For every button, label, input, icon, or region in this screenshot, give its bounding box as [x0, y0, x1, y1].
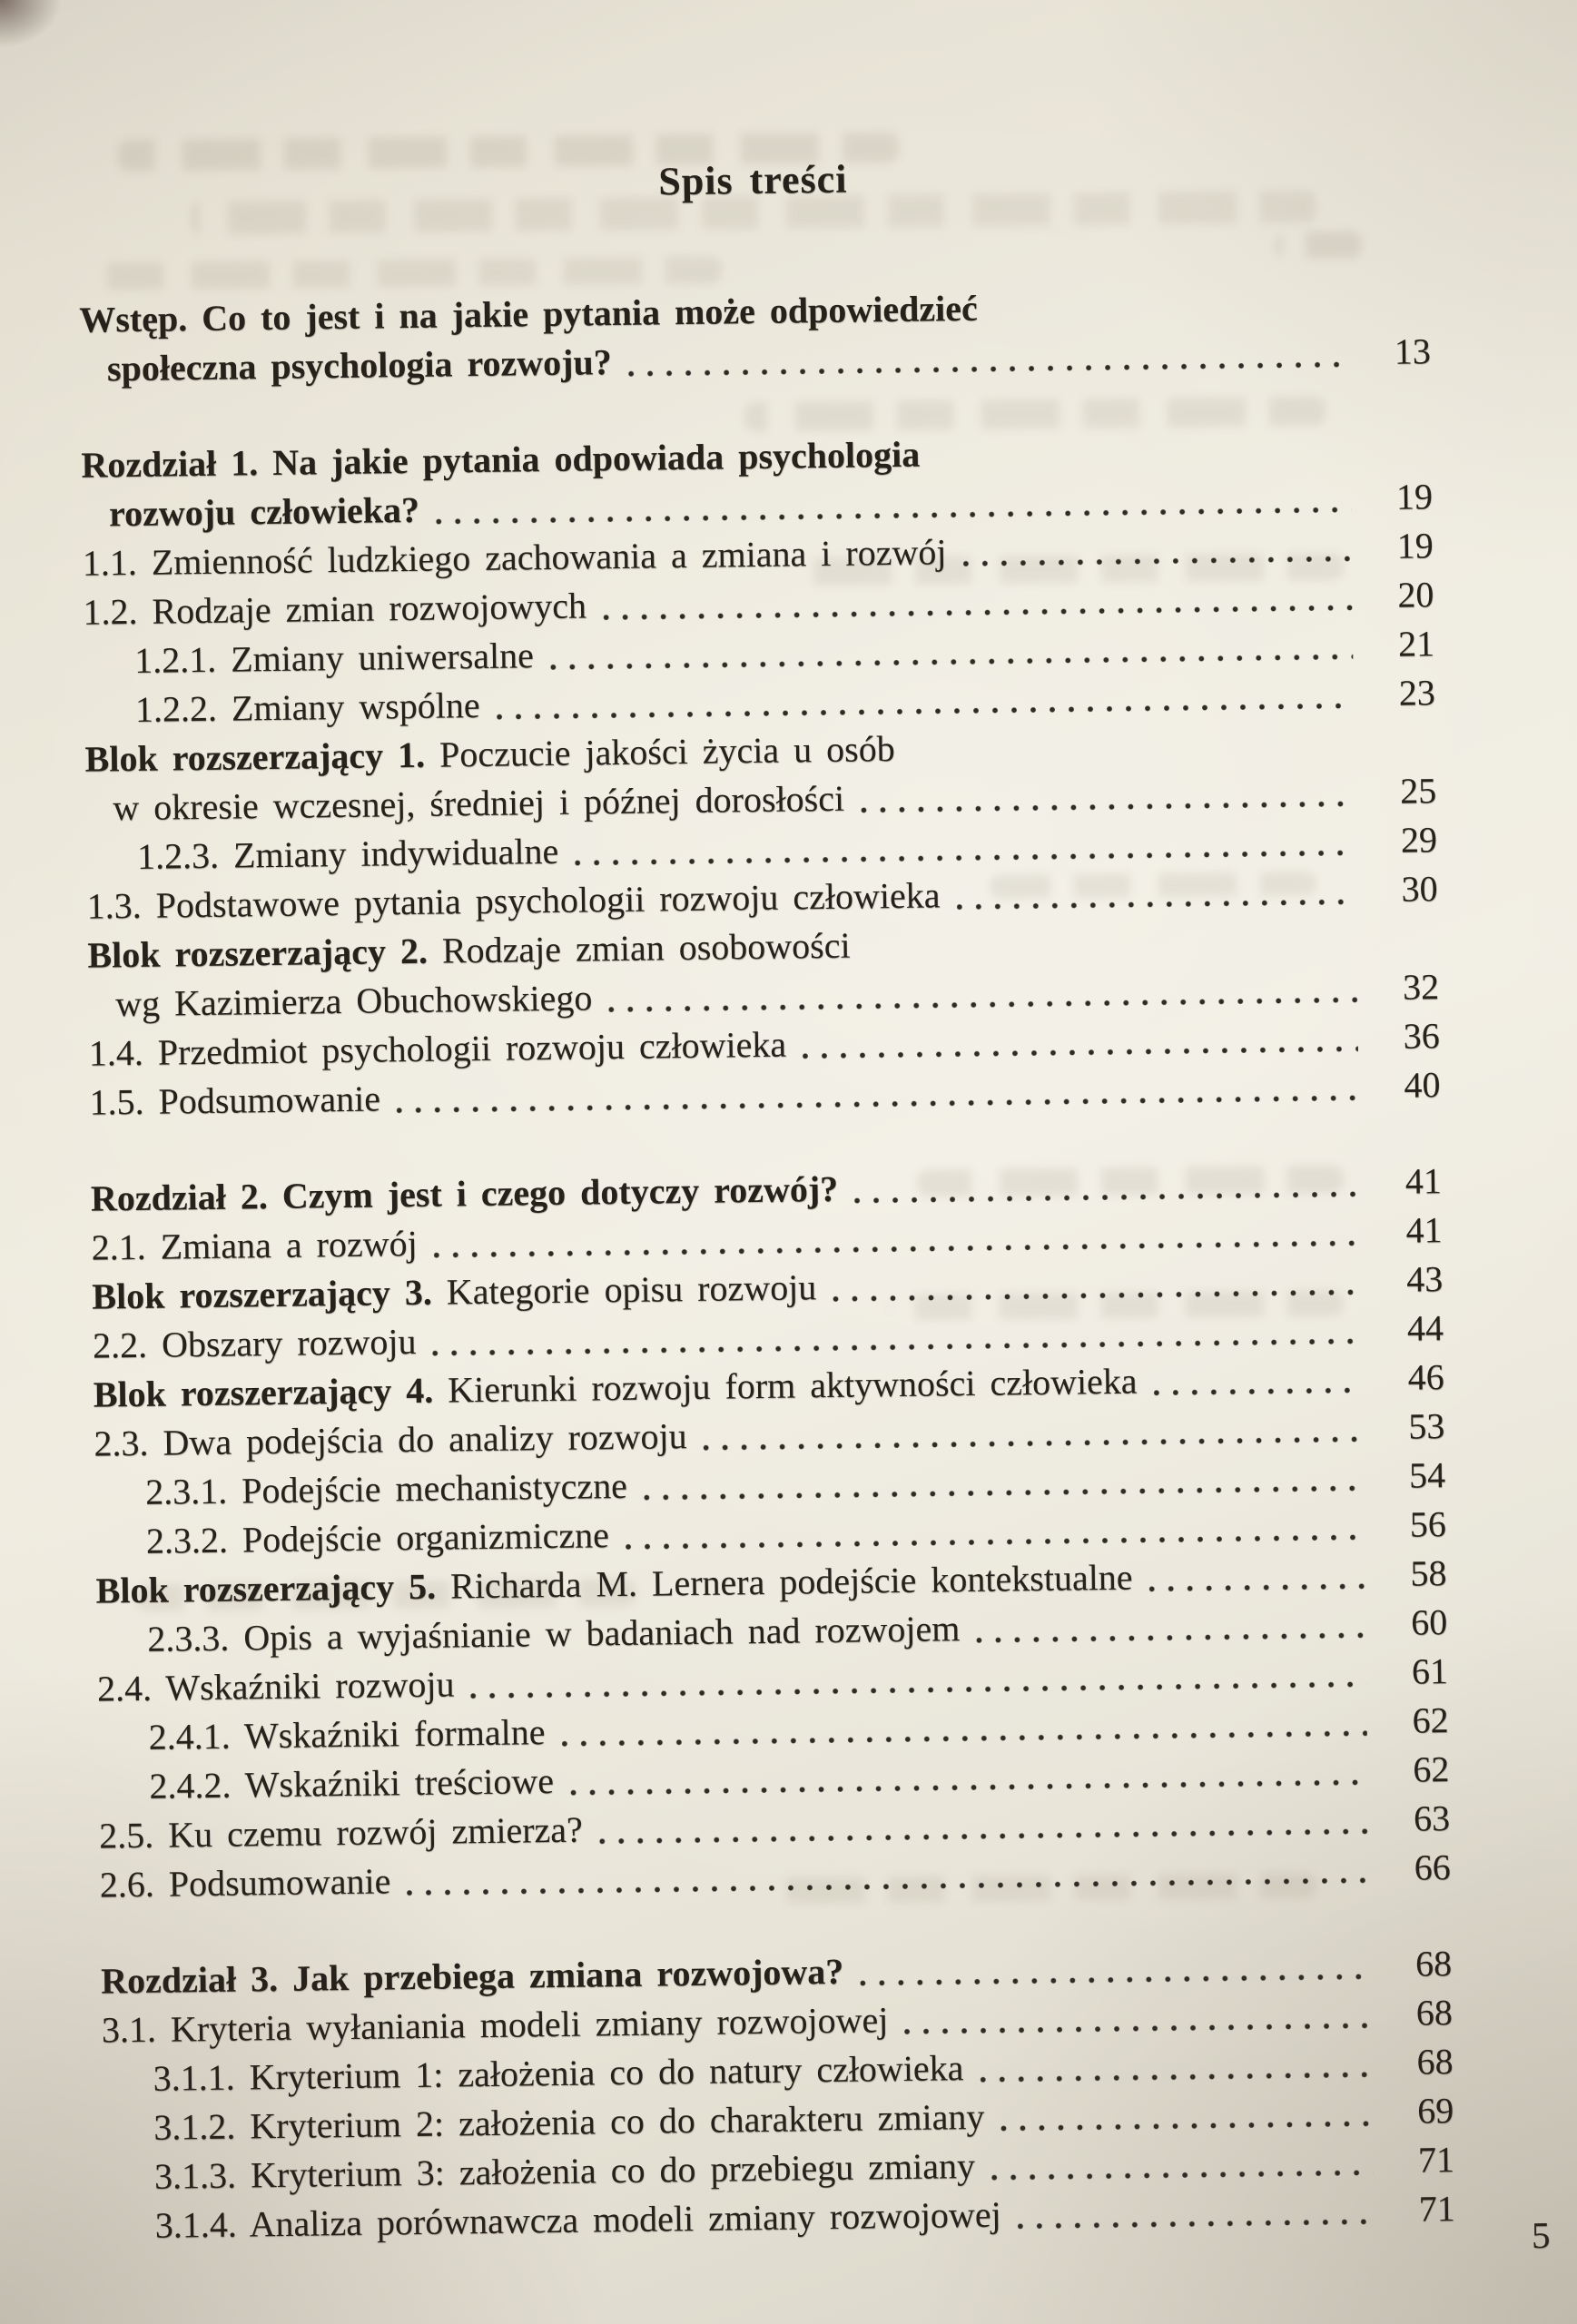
entry-text: 2.3. Dwa podejścia do analizy rozwoju [94, 1415, 687, 1464]
page-number: 19 [1395, 476, 1434, 517]
entry-text: 2.2. Obszary rozwoju [92, 1320, 417, 1366]
entry-text: Blok rozszerzający 3. Kategorie opisu rozwoju [92, 1266, 817, 1317]
page-number: 21 [1397, 623, 1435, 665]
page-number: 68 [1416, 2041, 1454, 2083]
page-number: 40 [1404, 1064, 1441, 1106]
page-number: 25 [1399, 770, 1437, 812]
entry-text: Rozdział 1. Na jakie pytania odpowiada psychologia [81, 433, 921, 486]
entry-text: Rozdział 3. Jak przebiega zmiana rozwojowa? [100, 1950, 844, 2002]
entry-text: Rozdział 2. Czym jest i czego dotyczy rozwój? [90, 1167, 839, 1219]
entry-text: 1.2.1. Zmiany uniwersalne [133, 635, 535, 681]
toc-entry [79, 278, 1431, 393]
dot-leader [407, 1875, 1369, 1898]
dot-leader [833, 1286, 1361, 1305]
entry-text: 2.3.3. Opis a wyjaśnianie w badaniach nad rozwojem [147, 1608, 961, 1659]
page-number: 68 [1415, 1992, 1454, 2034]
dot-leader [1154, 1384, 1363, 1398]
entry-text: 2.4.1. Wskaźniki formalne [148, 1711, 546, 1758]
entry-text: Blok rozszerzający 5. Richarda M. Lernera podejście kontekstualne [95, 1556, 1133, 1611]
dot-leader [803, 1043, 1358, 1061]
page-number: 63 [1413, 1797, 1451, 1839]
dot-leader [628, 359, 1349, 379]
entry-text: 3.1.1. Kryterium 1: założenia co do natury człowieka [153, 2047, 964, 2099]
dot-leader [599, 1826, 1368, 1846]
entry-text: 1.2. Rodzaje zmian rozwojowych [83, 585, 587, 633]
dot-leader [861, 798, 1355, 815]
entry-text: w okresie wczesnej, średniej i późnej dorosłości [113, 777, 845, 829]
entry-text: 2.4. Wskaźniki rozwoju [96, 1663, 455, 1709]
page-number: 69 [1416, 2090, 1454, 2132]
entry-text: społeczna psychologia rozwoju? [106, 341, 612, 389]
entry-text: 2.4.2. Wskaźniki treściowe [149, 1760, 555, 1807]
page-number: 43 [1405, 1258, 1444, 1300]
entry-text: 1.5. Podsumowanie [89, 1078, 381, 1123]
toc-entry [81, 423, 1433, 538]
dot-leader [980, 2069, 1371, 2085]
dot-leader [854, 1188, 1360, 1206]
page-number: 30 [1401, 868, 1438, 910]
page-number: 19 [1396, 525, 1434, 566]
dot-leader [1018, 2216, 1374, 2231]
entry-text: 1.3. Podstawowe pytania psychologii rozwoju człowieka [86, 874, 941, 927]
entry-text: 3.1. Kryteria wyłaniania modeli zmiany rozwojowej [101, 1999, 889, 2051]
page-number: 32 [1402, 966, 1440, 1008]
page-number: 62 [1413, 1748, 1450, 1790]
table-of-contents [77, 147, 1455, 2250]
dot-leader [1149, 1581, 1365, 1594]
page-number: 71 [1418, 2188, 1455, 2230]
entry-text: 1.4. Przedmiot psychologii rozwoju człowieka [88, 1023, 787, 1074]
dot-leader [497, 700, 1354, 722]
page-title: Spis treści [657, 156, 848, 204]
page-number: 60 [1410, 1601, 1448, 1643]
entry-text: Blok rozszerzający 4. Kierunki rozwoju form aktywności człowieka [93, 1360, 1138, 1415]
page-number: 41 [1405, 1209, 1443, 1251]
entry-text: 1.2.2. Zmiany wspólne [134, 684, 480, 730]
page-number: 61 [1411, 1650, 1449, 1692]
entry-text: 2.6. Podsumowanie [99, 1860, 391, 1905]
entry-text: 3.1.3. Kryterium 3: założenia co do przebiegu zmiany [153, 2144, 976, 2197]
toc-entry [87, 913, 1439, 1029]
dot-leader [608, 994, 1357, 1015]
dot-leader [626, 1531, 1365, 1552]
entry-text: 1.2.3. Zmiany indywidualne [136, 830, 559, 877]
page-number: 20 [1397, 574, 1434, 615]
dot-leader [570, 1777, 1367, 1797]
dot-leader [644, 1482, 1364, 1502]
entry-text: 2.3.2. Podejście organizmiczne [145, 1514, 610, 1561]
dot-leader [1000, 2118, 1372, 2133]
page-number: 23 [1398, 672, 1436, 714]
dot-leader [562, 1728, 1367, 1749]
dot-leader [976, 1630, 1365, 1646]
entry-text: 2.1. Zmiana a rozwój [91, 1222, 418, 1268]
entry-text: rozwoju człowieka? [108, 488, 420, 535]
dot-leader [957, 896, 1356, 912]
entry-text: Blok rozszerzający 2. Rodzaje zmian osobowości [87, 924, 851, 976]
entry-text: Wstęp. Co to jest i na jakie pytania może odpowiedzieć [79, 287, 978, 340]
entry-text: 2.3.1. Podejście mechanistyczne [144, 1464, 628, 1512]
page-number: 71 [1417, 2139, 1455, 2181]
page-number: 36 [1403, 1015, 1441, 1057]
dot-leader [904, 2020, 1371, 2037]
page-number: 54 [1408, 1454, 1446, 1496]
dot-leader [550, 651, 1353, 673]
page-number: 62 [1412, 1699, 1449, 1741]
dot-leader [860, 1971, 1370, 1988]
dot-leader [704, 1433, 1364, 1453]
page-number: 46 [1407, 1356, 1444, 1398]
entry-text: wg Kazimierza Obuchowskiego [114, 977, 593, 1025]
page-number: 13 [1394, 330, 1432, 372]
folio-page-number: 5 [1531, 2213, 1551, 2257]
toc-entry [84, 717, 1436, 832]
page-number: 66 [1414, 1846, 1452, 1888]
dot-leader [397, 1092, 1359, 1116]
toc-entries [79, 278, 1455, 2250]
entry-text: 3.1.2. Kryterium 2: założenia co do charakteru zmiany [153, 2095, 985, 2148]
entry-text: 3.1.4. Analiza porównawcza modeli zmiany rozwojowej [154, 2193, 1001, 2246]
page-number: 68 [1414, 1943, 1453, 1984]
page-number: 44 [1406, 1307, 1444, 1349]
dot-leader [603, 602, 1353, 623]
dot-leader [575, 847, 1355, 868]
entry-text: 1.1. Zmienność ludzkiego zachowania a zmiana i rozwój [82, 531, 947, 584]
dot-leader [991, 2167, 1373, 2182]
entry-text: Blok rozszerzający 1. Poczucie jakości życia u osób [84, 728, 895, 780]
page-number: 58 [1410, 1552, 1447, 1594]
page-number: 53 [1408, 1405, 1445, 1447]
entry-text: 2.5. Ku czemu rozwój zmierza? [98, 1808, 584, 1856]
page-number: 41 [1405, 1160, 1443, 1202]
page-number: 29 [1400, 819, 1438, 861]
dot-leader [962, 553, 1351, 569]
page-number: 56 [1409, 1503, 1447, 1545]
